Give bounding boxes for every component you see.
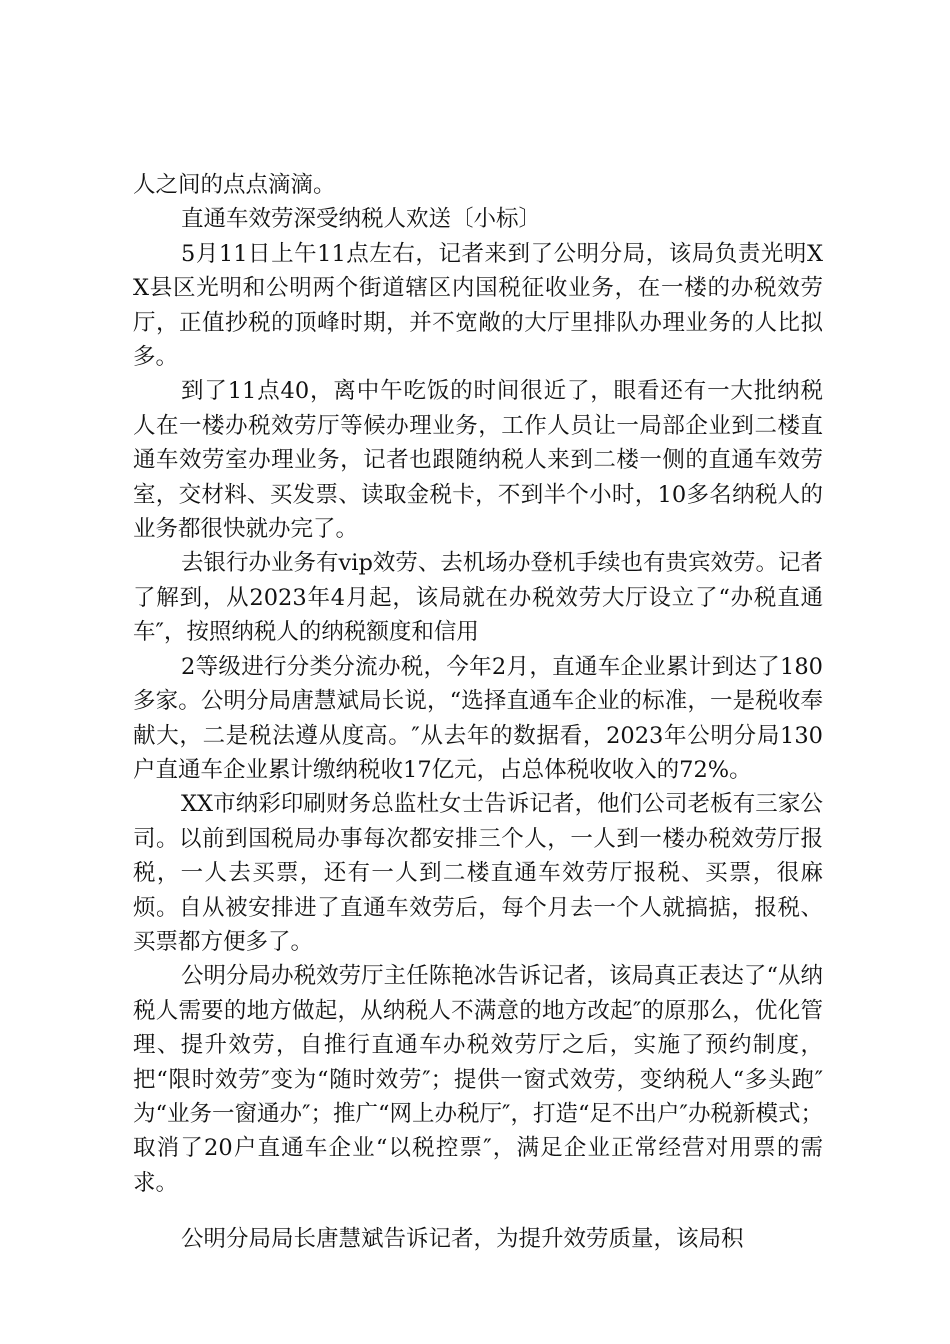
document-body bbox=[133, 168, 823, 1257]
paragraph: 到了11点40，离中午吃饭的时间很近了，眼看还有一大批纳税人在一楼办税效劳厅等候办理业务，工作人员让一局部企业到二楼直通车效劳室办理业务，记者也跟随纳税人来到二楼一侧的直通车效劳室，交材料、买发票、读取金税卡，不到半个小时，10多名纳税人的业务都很快就办完了。 bbox=[133, 378, 823, 543]
paragraph: 公明分局局长唐慧斌告诉记者，为提升效劳质量，该局积 bbox=[181, 1226, 744, 1253]
paragraph: 公明分局办税效劳厅主任陈艳冰告诉记者，该局真正表达了“从纳税人需要的地方做起，从纳税人不满意的地方改起″的原那么，优化管理、提升效劳，自推行直通车办税效劳厅之后，实施了预约制度，把“限时效劳″变为“随时效劳″；提供一窗式效劳，变纳税人“多头跑″为“业务一窗通办″；推广“网上办税厅″，打造“足不出户″办税新模式；取消了20户直通车企业“以税控票″，满足企业正常经营对用票的需求。 bbox=[133, 963, 823, 1196]
subheading: 直通车效劳深受纳税人欢送〔小标〕 bbox=[181, 206, 542, 233]
paragraph-continuation: 人之间的点点滴滴。 bbox=[133, 172, 336, 198]
paragraph: 5月11日上午11点左右，记者来到了公明分局，该局负责光明XX县区光明和公明两个街道辖区内国税征收业务，在一楼的办税效劳厅，正值抄税的顶峰时期，并不宽敞的大厅里排队办理业务的人比拟多。 bbox=[133, 240, 823, 371]
paragraph: 去银行办业务有vip效劳、去机场办登机手续也有贵宾效劳。记者了解到，从2023年4月起，该局就在办税效劳大厅设立了“办税直通车″，按照纳税人的纳税额度和信用 bbox=[133, 550, 823, 646]
paragraph: 2等级进行分类分流办税，今年2月，直通车企业累计到达了180多家。公明分局唐慧斌局长说，“选择直通车企业的标准，一是税收奉献大，二是税法遵从度高。″从去年的数据看，2023年公明分局130户直通车企业累计缴纳税收17亿元，占总体税收收入的72%。 bbox=[133, 653, 823, 783]
paragraph: XX市纳彩印刷财务总监杜女士告诉记者，他们公司老板有三家公司。以前到国税局办事每次都安排三个人，一人到一楼办税效劳厅报税，一人去买票，还有一人到二楼直通车效劳厅报税、买票，很麻烦。自从被安排进了直通车效劳后，每个月去一个人就搞掂，报税、买票都方便多了。 bbox=[133, 791, 823, 955]
